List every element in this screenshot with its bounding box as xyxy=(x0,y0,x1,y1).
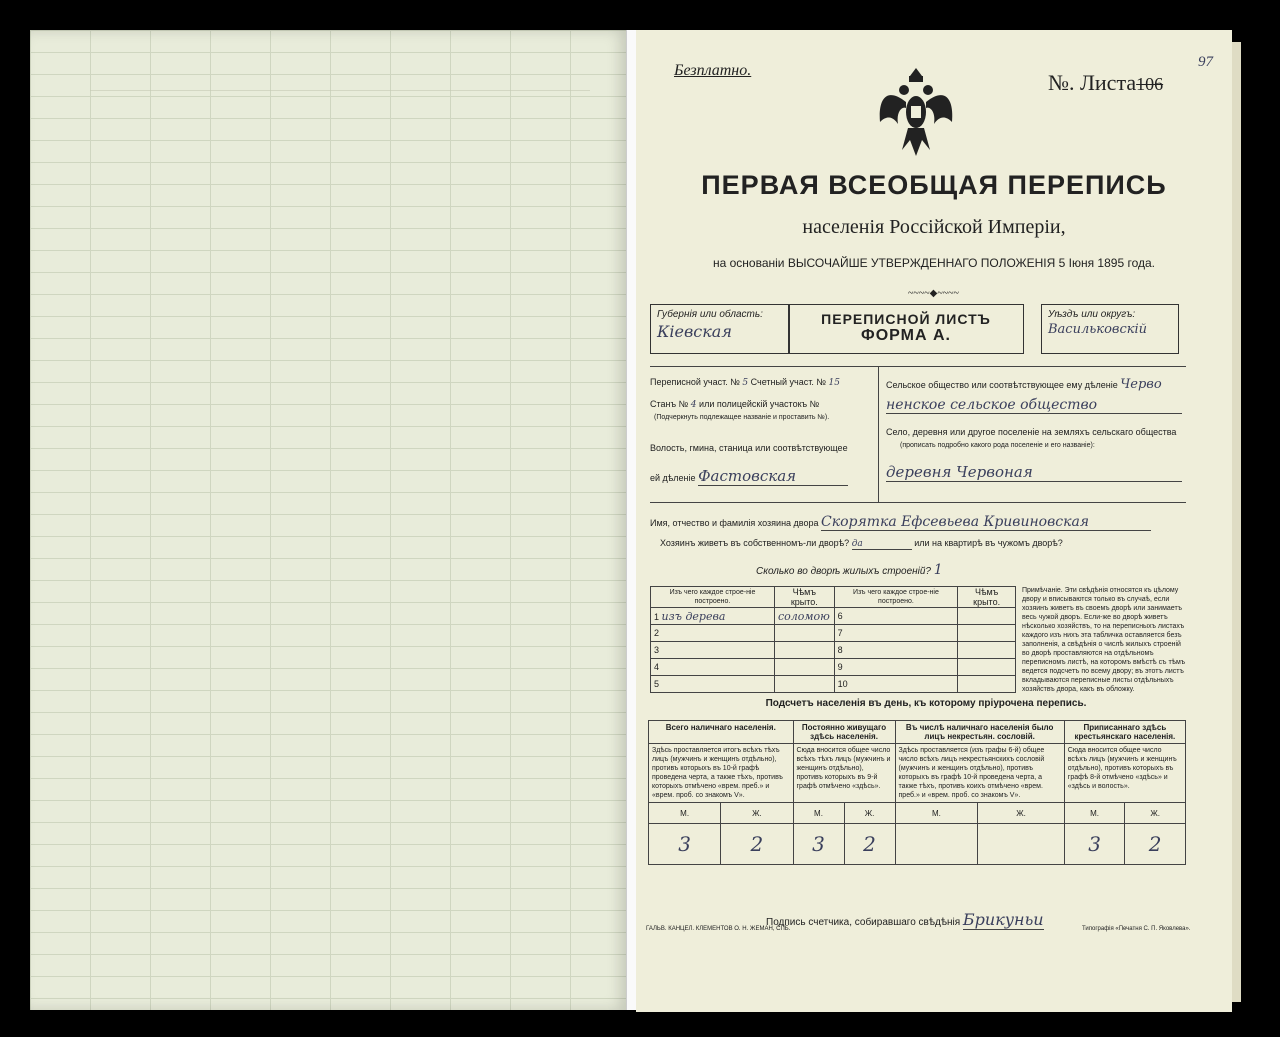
society-value-1: Черво xyxy=(1120,377,1162,392)
sheet-number-struck: 106 xyxy=(1136,74,1164,94)
province-value: Кіевская xyxy=(657,322,732,341)
footer-left: ГАЛЬВ. КАНЦЕЛ. КЛЕМЕНТОВ О. Н. ЖЕМАН, СПБ. xyxy=(646,926,791,932)
police-note: (Подчеркнуть подлежащее названіе и проставить №). xyxy=(654,414,830,421)
form-subtitle: населенія Россійской Имперіи, xyxy=(802,216,1066,238)
owner-label: Имя, отчество и фамилія хозяина двора xyxy=(650,518,819,528)
census-form-page xyxy=(636,30,1232,1012)
lives-label-2: или на квартирѣ въ чужомъ дворѣ? xyxy=(914,538,1063,548)
sheet-label: №. Листа xyxy=(1048,70,1137,95)
nonpeasant-male xyxy=(895,824,978,865)
col-peasant-head: Приписаннаго здѣсь крестьянскаго населенія. xyxy=(1064,721,1185,744)
province-label: Губернія или область: xyxy=(657,309,763,320)
village-value: деревня Червоная xyxy=(886,463,1182,482)
signature-label: Подпись счетчика, собиравшаго свѣдѣнія xyxy=(766,917,961,928)
peasant-male: 3 xyxy=(1064,824,1125,865)
uchastok-row xyxy=(650,377,840,388)
owner-value: Скорятка Ефсевьева Кривиновская xyxy=(821,514,1151,531)
col-total-desc: Здѣсь проставляется итогъ всѣхъ тѣхъ лицъ (мужчинъ и женщинъ отдѣльно), противъ которыхъ въ 10-й графѣ проведена черта, а также тѣхъ, противъ которыхъ отмѣчено «врем. преб.» и «врем. проб. со знакомъ V». xyxy=(649,744,794,803)
table-row: 3 8 xyxy=(651,642,1016,659)
bleed-through-text xyxy=(90,90,590,231)
stan-label: Станъ № xyxy=(650,399,689,409)
col-total-head: Всего наличнаго населенія. xyxy=(649,721,794,744)
sheet-number xyxy=(1048,54,1213,96)
police-label: или полицейскій участокъ № xyxy=(699,399,820,409)
buildings-table xyxy=(650,586,1016,693)
lives-label: Хозяинъ живетъ въ собственномъ-ли дворѣ? xyxy=(660,538,850,548)
table-row: 4 9 xyxy=(651,659,1016,676)
imperial-eagle-emblem xyxy=(876,66,956,162)
population-values-row xyxy=(649,824,1186,865)
col-nonpeasant-desc: Здѣсь проставляется (изъ графы 6-й) общее число всѣхъ лицъ некрестьянскихъ сословій (мужчинъ и женщинъ отдѣльно), противъ которыхъ въ графѣ 10-й проведена черта, а также тѣхъ, противъ коихъ отмѣчено «врем. преб.» и «врем. проб. со знакомъ V». xyxy=(895,744,1064,803)
total-female: 2 xyxy=(721,824,793,865)
material-header: Изъ чего каждое строе-ніе построено. xyxy=(651,587,775,608)
footer-right: Типографія «Печатня С. П. Яковлева». xyxy=(1082,926,1191,932)
district-box xyxy=(1041,304,1179,354)
buildings-row xyxy=(756,562,943,578)
society-row xyxy=(886,377,1186,392)
volost-row xyxy=(650,467,848,486)
village-label: Село, деревня или другое поселеніе на земляхъ сельскаго общества xyxy=(886,427,1177,437)
table-row: 2 7 xyxy=(651,625,1016,642)
form-basis-line: на основаніи ВЫСОЧАЙШЕ УТВЕРЖДЕННАГО ПОЛОЖЕНІЯ 5 Іюня 1895 года. xyxy=(712,256,1155,270)
signature-value: Брикуньи xyxy=(962,910,1044,929)
province-box xyxy=(650,304,790,354)
volost-value: Фастовская xyxy=(698,467,848,486)
table-row: 5 10 xyxy=(651,676,1016,693)
form-title: ПЕРВАЯ ВСЕОБЩАЯ ПЕРЕПИСЬ xyxy=(701,170,1167,200)
nonpeasant-female xyxy=(978,824,1065,865)
stan-value: 4 xyxy=(690,400,697,410)
volost-label-2: ей дѣленіе xyxy=(650,473,696,483)
roof-header: Чѣмъ крыто. xyxy=(774,587,834,608)
table-row: 1 изъ дерева соломою 6 xyxy=(651,608,1016,625)
col-resident-head: Постоянно живущаго здѣсь населенія. xyxy=(793,721,895,744)
note-text: Примѣчаніе. Эти свѣдѣнія относятся къ цѣлому двору и вписываются только въ случаѣ, если хозяинъ живетъ въ своемъ дворѣ или занимаетъ весь чужой дворъ. Если-же во дворѣ живетъ нѣсколько хозяйствъ, то на переписныхъ листахъ каждого изъ нихъ эта табличка оставляется безъ заполненія, а свѣдѣнія о числѣ жилыхъ строеній во дворѣ проставляются на отдѣльномъ переписномъ листѣ, на которомъ вмѣстѣ съ тѣмъ ведется подсчетъ по всему двору; въ этотъ листъ вкладываются переписные листы отдѣльныхъ хозяйствъ двора, какъ въ обложку. xyxy=(1022,587,1186,693)
sex-header-row: М. Ж. М. Ж. М. Ж. М. Ж. xyxy=(649,803,1186,824)
district-value: Васильковскій xyxy=(1048,322,1148,337)
stan-row xyxy=(650,399,819,410)
lives-row xyxy=(660,538,1063,550)
lives-value: да xyxy=(852,539,912,550)
ornament-divider: ~~~~◆~~~~ xyxy=(908,288,959,299)
society-value-2: ненское сельское общество xyxy=(886,397,1182,414)
district-label: Уѣздъ или округъ: xyxy=(1048,309,1136,320)
village-note: (прописать подробно какого рода поселеніе и его названіе): xyxy=(900,442,1095,449)
col-resident-desc: Сюда вносится общее число всѣхъ тѣхъ лицъ (мужчинъ и женщинъ отдѣльно), противъ которыхъ въ 9-й графѣ отмѣчено «здѣсь». xyxy=(793,744,895,803)
uchastok-value: 5 xyxy=(742,378,749,388)
form-type-line1: ПЕРЕПИСНОЙ ЛИСТЪ xyxy=(821,311,991,327)
peasant-female: 2 xyxy=(1125,824,1186,865)
society-label: Сельское общество или соотвѣтствующее ему дѣленіе xyxy=(886,380,1118,390)
material-header-2: Изъ чего каждое строе-ніе построено. xyxy=(834,587,958,608)
form-type-box xyxy=(788,304,1024,354)
resident-male: 3 xyxy=(793,824,844,865)
sheet-number-handwritten: 97 xyxy=(1198,54,1213,70)
col-nonpeasant-head: Въ числѣ наличнаго населенія было лицъ некрестьян. сословій. xyxy=(895,721,1064,744)
total-male: 3 xyxy=(649,824,721,865)
population-table xyxy=(648,720,1186,865)
owner-row xyxy=(650,514,1151,531)
schet-value: 15 xyxy=(828,378,840,388)
buildings-label: Сколько во дворѣ жилыхъ строеній? xyxy=(756,566,931,577)
uchastok-label: Переписной участ. № xyxy=(650,377,740,387)
enumerator-signature-row xyxy=(766,910,1044,930)
form-type-line2: ФОРМА А. xyxy=(861,327,951,344)
resident-female: 2 xyxy=(844,824,895,865)
schet-label: Счетный участ. № xyxy=(750,377,826,387)
location-fields xyxy=(650,366,1186,503)
roof-header-2: Чѣмъ крыто. xyxy=(958,587,1016,608)
free-label: Безплатно. xyxy=(674,62,752,79)
population-count-title: Подсчетъ населенія въ день, къ которому пріурочена перепись. xyxy=(765,698,1087,709)
volost-label: Волость, гмина, станица или соотвѣтствующее xyxy=(650,443,848,453)
buildings-value: 1 xyxy=(933,562,943,578)
left-page xyxy=(30,30,628,1010)
col-peasant-desc: Сюда вносится общее число всѣхъ лицъ (мужчинъ и женщинъ отдѣльно), противъ которыхъ въ графѣ 8-й отмѣчено «здѣсь» и «здѣсь и волость». xyxy=(1064,744,1185,803)
